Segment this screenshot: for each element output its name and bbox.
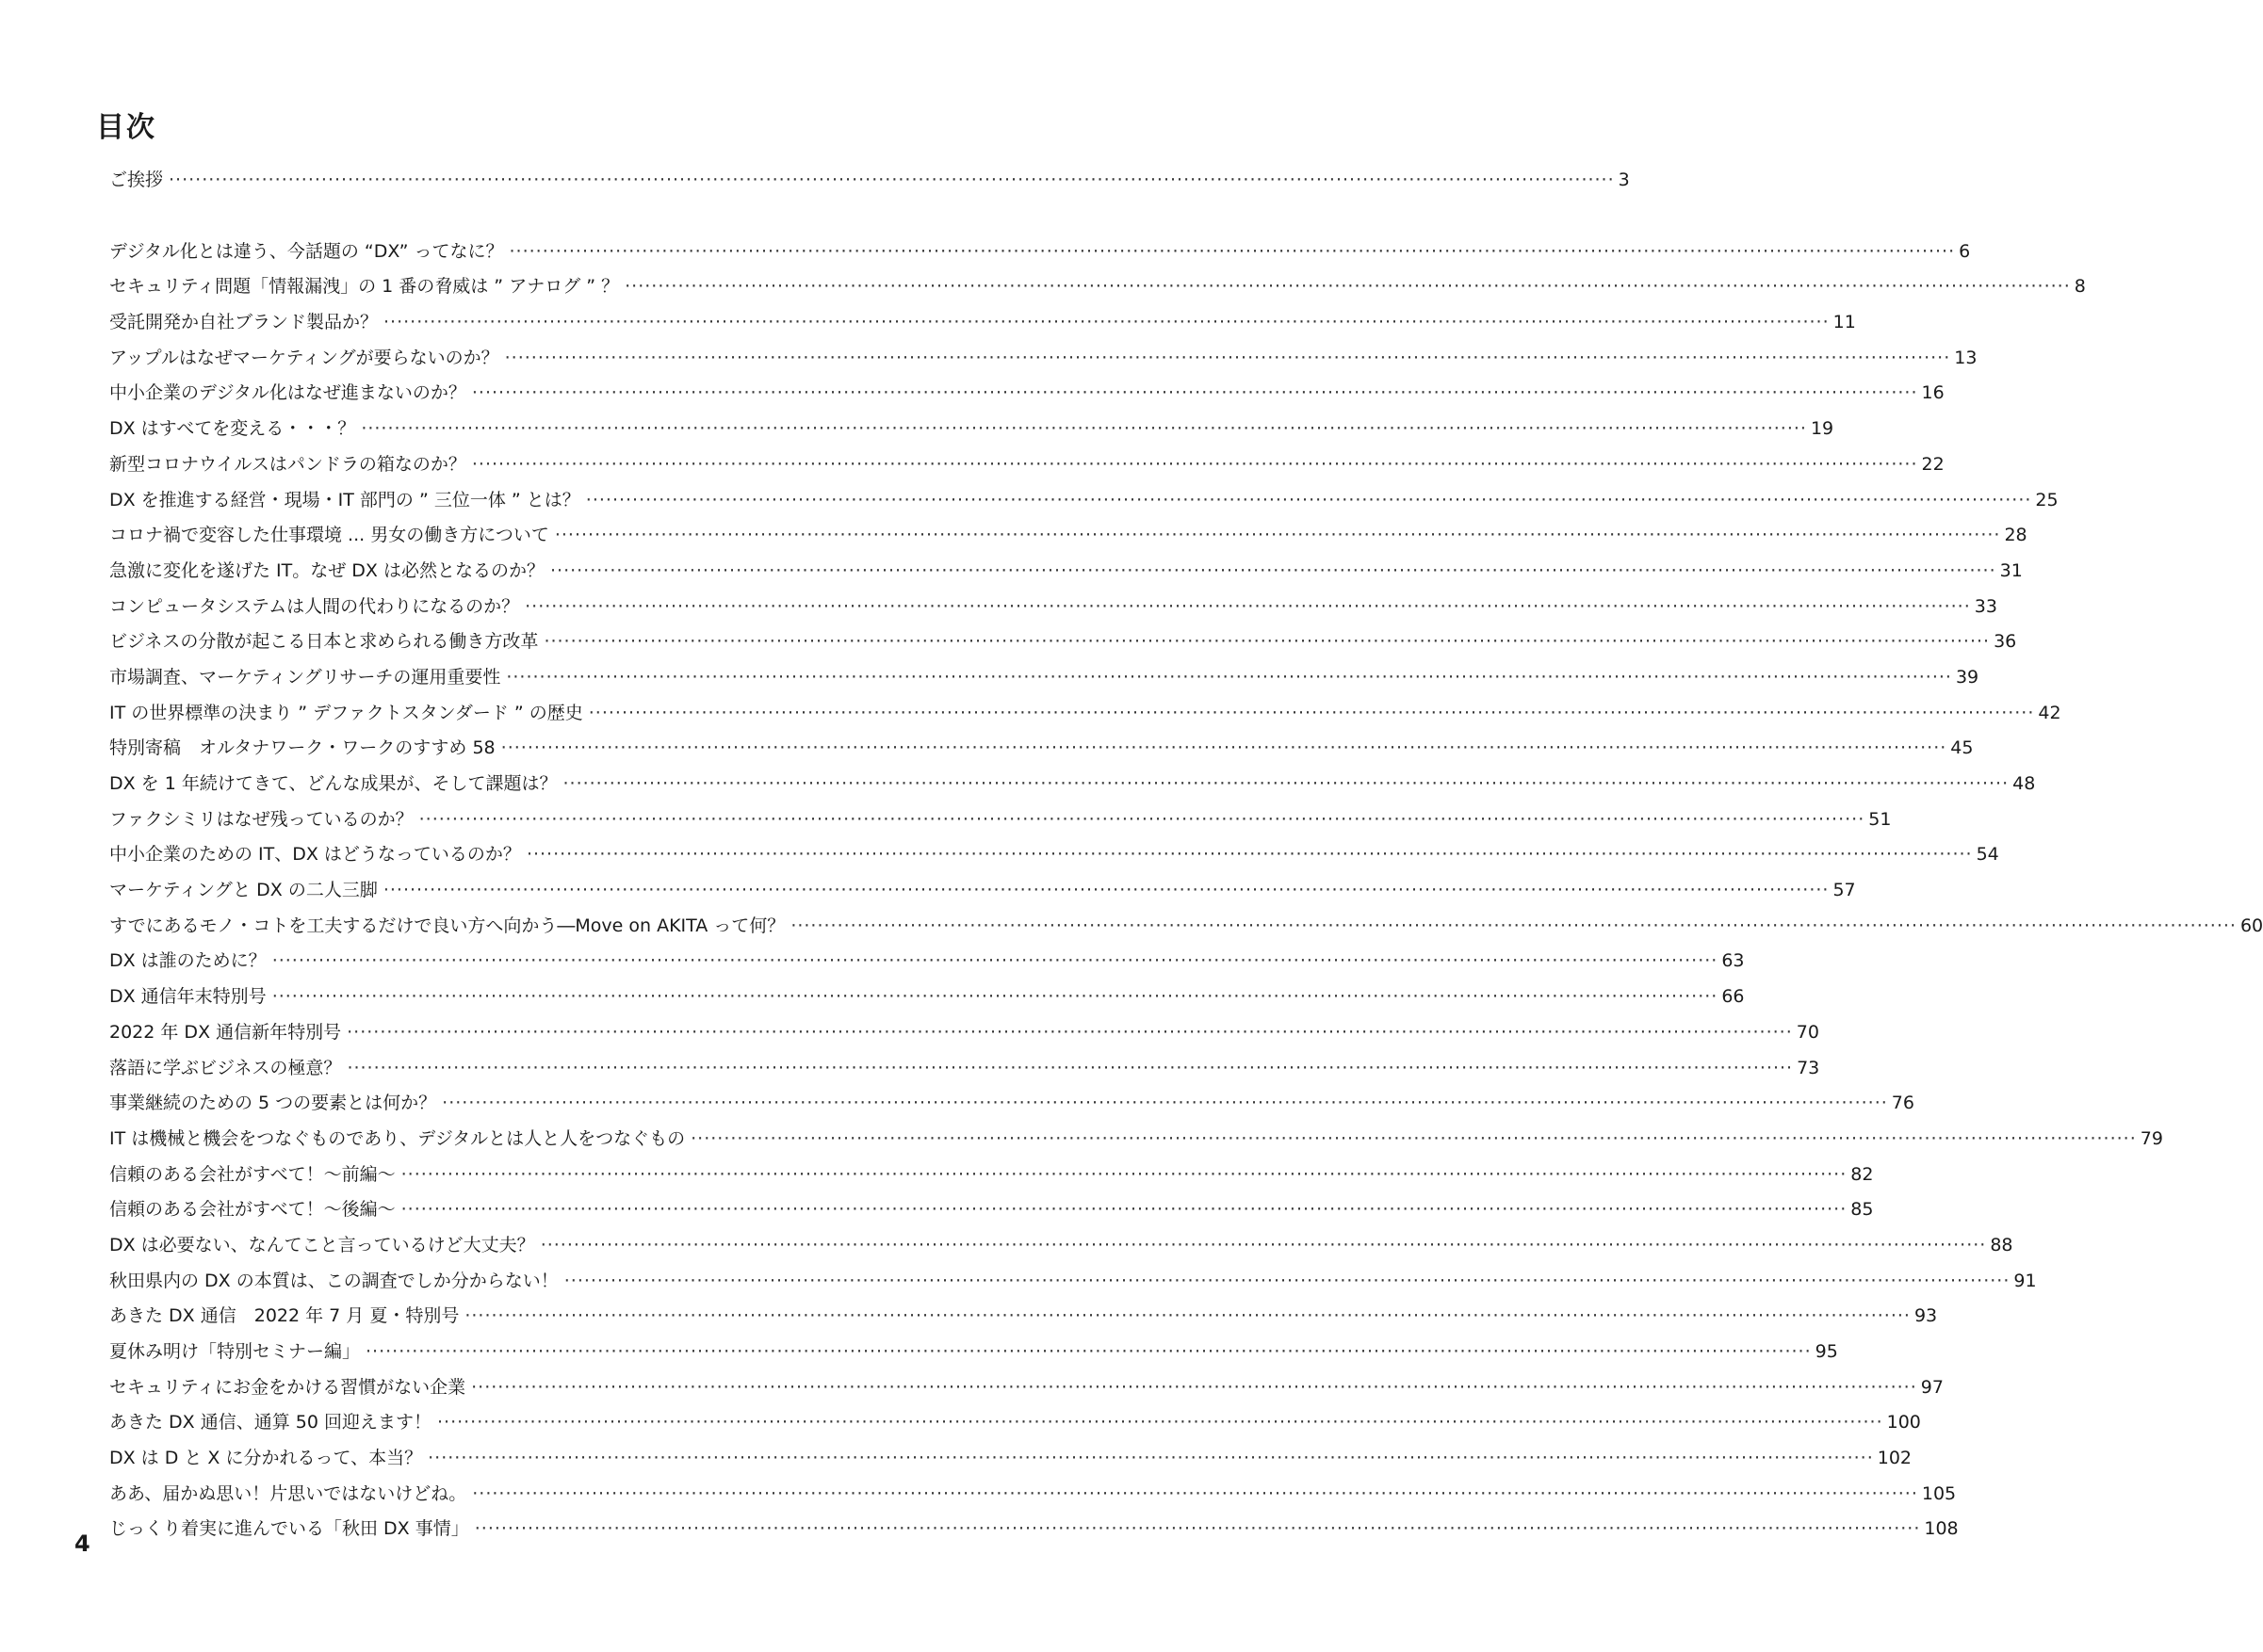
toc-entry-title: 2022 年 DX 通信新年特別号 xyxy=(109,1021,342,1043)
toc-entry-page: 36 xyxy=(1994,631,2017,653)
toc-entry-page: 45 xyxy=(1950,737,1974,759)
dot-leader xyxy=(169,163,1615,199)
toc-entry-page: 28 xyxy=(2004,525,2027,546)
toc-entry-page: 48 xyxy=(2012,773,2036,794)
toc-entry-title: デジタル化とは違う、今話題の “DX” ってなに？ xyxy=(109,240,504,262)
toc-entry-title: DX を推進する経営・現場・IT 部門の ” 三位一体 ” とは？ xyxy=(109,489,580,510)
toc-entry-page: 42 xyxy=(2038,702,2061,723)
toc-entry xyxy=(109,1228,2013,1264)
dot-leader xyxy=(347,1015,1793,1051)
dot-leader xyxy=(525,590,1971,625)
toc-entry xyxy=(109,163,1630,199)
toc-entry-page: 70 xyxy=(1796,1021,1819,1043)
dot-leader xyxy=(472,376,1918,412)
toc-entry-title: IT の世界標準の決まり ” デファクトスタンダード ” の歴史 xyxy=(109,702,583,723)
toc-entry-title: アップルはなぜマーケティングが要らないのか？ xyxy=(109,347,499,368)
toc-entry xyxy=(109,1015,1819,1051)
toc-entry-title: ファクシミリはなぜ残っているのか？ xyxy=(109,808,414,830)
toc-entry-title: DX 通信年末特別号 xyxy=(109,986,267,1008)
toc-entry xyxy=(109,1299,1938,1335)
toc-entry-title: 市場調査、マーケティングリサーチの運用重要性 xyxy=(109,666,501,688)
dot-leader xyxy=(428,1441,1874,1477)
dot-leader xyxy=(501,731,1947,767)
toc-entry-title: 事業継続のための 5 つの要素とは何か？ xyxy=(109,1093,437,1114)
toc-entry-page: 108 xyxy=(1924,1518,1959,1540)
toc-entry xyxy=(109,624,2017,660)
toc-entry xyxy=(109,305,1856,341)
dot-leader xyxy=(510,235,1956,270)
dot-leader xyxy=(544,624,1990,660)
toc-entry-page: 11 xyxy=(1832,312,1856,333)
dot-leader xyxy=(527,837,1973,873)
dot-leader xyxy=(366,1335,1812,1370)
dot-leader xyxy=(550,554,1996,590)
toc-entry xyxy=(109,1512,1959,1547)
toc-entry-page: 88 xyxy=(1990,1234,2013,1255)
toc-entry xyxy=(109,483,2059,519)
toc-entry-page: 3 xyxy=(1618,170,1630,190)
dot-leader xyxy=(464,1299,1911,1335)
toc-entry xyxy=(109,376,1945,412)
toc-entry-page: 51 xyxy=(1868,808,1892,830)
toc-entry-page: 76 xyxy=(1891,1093,1914,1114)
toc-entry-page: 102 xyxy=(1877,1448,1913,1469)
dot-leader xyxy=(475,1512,1921,1547)
toc-entry xyxy=(109,660,1979,696)
dot-leader xyxy=(691,1122,2137,1158)
toc-entry-title: DX を 1 年続けてきて、どんな成果が、そして課題は？ xyxy=(109,773,558,794)
toc-entry-title: すでにあるモノ・コトを工夫するだけで良い方へ向かう―Move on AKITA って何？ xyxy=(109,915,786,936)
dot-leader xyxy=(471,1370,1917,1406)
toc-entry-page: 19 xyxy=(1810,418,1834,440)
toc-entry-title: DX は誰のために？ xyxy=(109,950,267,972)
toc-entry xyxy=(109,837,1999,873)
toc-entry-page: 66 xyxy=(1721,986,1745,1008)
toc-entry-title: 夏休み明け「特別セミナー編」 xyxy=(109,1341,361,1362)
toc-entry-page: 60 xyxy=(2239,915,2263,936)
toc-entry-page: 79 xyxy=(2140,1127,2163,1149)
toc-entry-title: 中小企業のための IT、DX はどうなっているのか？ xyxy=(109,844,521,866)
toc-entry xyxy=(109,412,1834,447)
toc-entry xyxy=(109,554,2023,590)
page-title: 目次 xyxy=(96,111,156,144)
toc-entry xyxy=(109,1122,2163,1158)
toc-entry-title: 信頼のある会社がすべて！〜後編〜 xyxy=(109,1199,396,1221)
dot-leader xyxy=(506,660,1952,696)
toc-entry-page: 93 xyxy=(1913,1305,1938,1327)
dot-leader xyxy=(383,873,1830,909)
dot-leader xyxy=(625,269,2071,305)
dot-leader xyxy=(442,1086,1888,1122)
dot-leader xyxy=(272,944,1718,980)
toc-entry-page: 85 xyxy=(1850,1199,1874,1221)
toc-entry xyxy=(109,1441,1913,1477)
toc-entry-title: DX は D と X に分かれるって、本当？ xyxy=(109,1448,423,1469)
toc-entry-title: マーケティングと DX の二人三脚 xyxy=(109,880,378,901)
toc-entry-title: 急激に変化を遂げた IT。なぜ DX は必然となるのか？ xyxy=(109,559,545,581)
toc-entry xyxy=(109,767,2036,802)
dot-leader xyxy=(401,1192,1848,1228)
toc-entry-title: DX は必要ない、なんてこと言っているけど大丈夫？ xyxy=(109,1234,535,1255)
toc-entry-page: 63 xyxy=(1721,950,1745,972)
toc-entry xyxy=(109,696,2061,732)
toc-entry-page: 105 xyxy=(1921,1482,1957,1504)
dot-leader xyxy=(419,802,1865,838)
toc-entry xyxy=(109,1051,1820,1087)
toc-entry xyxy=(109,1335,1838,1370)
toc-entry-title: 落語に学ぶビジネスの極意？ xyxy=(109,1057,342,1078)
dot-leader xyxy=(505,341,1951,377)
toc-entry-title: ご挨拶 xyxy=(109,170,164,190)
toc-entry-title: セキュリティにお金をかける習慣がない企業 xyxy=(109,1376,466,1398)
dot-leader xyxy=(562,767,2009,802)
toc-entry xyxy=(109,873,1856,909)
dot-leader xyxy=(589,696,2035,732)
dot-leader xyxy=(401,1158,1848,1193)
dot-leader xyxy=(564,1264,2011,1300)
dot-leader xyxy=(361,412,1807,447)
toc-entry-page: 13 xyxy=(1954,347,1978,368)
page-number: 4 xyxy=(74,1531,90,1557)
dot-leader xyxy=(541,1228,1987,1264)
toc-entry-page: 57 xyxy=(1832,880,1856,901)
toc-entry-page: 97 xyxy=(1920,1376,1944,1398)
toc-entry-title: コロナ禍で変容した仕事環境 ... 男女の働き方について xyxy=(109,525,549,546)
toc-entry xyxy=(109,1264,2037,1300)
dot-leader xyxy=(586,483,2032,519)
toc-entry xyxy=(109,944,1745,980)
toc-entry-page: 8 xyxy=(2074,276,2086,298)
toc-entry-page: 54 xyxy=(1976,844,1999,866)
dot-leader xyxy=(790,909,2237,945)
toc-entry-title: あきた DX 通信 2022 年 7 月 夏・特別号 xyxy=(109,1305,460,1327)
dot-leader xyxy=(347,1051,1793,1087)
toc-entry xyxy=(109,269,2086,305)
toc-entry-page: 91 xyxy=(2013,1270,2037,1291)
toc-entry xyxy=(109,1086,1914,1122)
toc-entry-page: 31 xyxy=(1999,559,2023,581)
toc-entry xyxy=(109,590,1997,625)
toc-entry-title: DX はすべてを変える・・・？ xyxy=(109,418,356,440)
toc-entry-title: コンピュータシステムは人間の代わりになるのか？ xyxy=(109,595,520,617)
toc-entry-title: セキュリティ問題「情報漏洩」の 1 番の脅威は ” アナログ ” ？ xyxy=(109,276,620,298)
toc-entry-page: 25 xyxy=(2035,489,2059,510)
toc-entry-title: 中小企業のデジタル化はなぜ進まないのか？ xyxy=(109,382,466,404)
toc-entry xyxy=(109,447,1945,483)
toc-entry xyxy=(109,980,1745,1015)
toc-entry xyxy=(109,909,2263,945)
dot-leader xyxy=(472,447,1918,483)
toc-entry xyxy=(109,731,1974,767)
toc-entry xyxy=(109,1370,1944,1406)
toc-list xyxy=(109,163,2263,1547)
toc-entry-page: 6 xyxy=(1959,240,1971,262)
dot-leader xyxy=(383,305,1830,341)
toc-entry-page: 100 xyxy=(1886,1412,1921,1433)
toc-entry xyxy=(109,518,2027,554)
toc-entry xyxy=(109,341,1978,377)
toc-entry-page: 95 xyxy=(1815,1341,1838,1362)
toc-entry xyxy=(109,1158,1874,1193)
toc-entry-title: 新型コロナウイルスはパンドラの箱なのか？ xyxy=(109,453,466,475)
toc-entry-page: 22 xyxy=(1921,453,1945,475)
toc-entry xyxy=(109,802,1892,838)
toc-entry-title: 信頼のある会社がすべて！〜前編〜 xyxy=(109,1163,396,1185)
toc-entry-title: 受託開発か自社ブランド製品か？ xyxy=(109,312,379,333)
toc-entry-page: 73 xyxy=(1797,1057,1820,1078)
toc-entry-title: 特別寄稿 オルタナワーク・ワークのすすめ 58 xyxy=(109,737,496,759)
toc-entry-title: あきた DX 通信、通算 50 回迎えます！ xyxy=(109,1412,431,1433)
toc-entry-title: IT は機械と機会をつなぐものであり、デジタルとは人と人をつなぐもの xyxy=(109,1127,686,1149)
toc-entry xyxy=(109,1192,1874,1228)
toc-entry-title: 秋田県内の DX の本質は、この調査でしか分からない！ xyxy=(109,1270,559,1291)
toc-entry-page: 82 xyxy=(1850,1163,1874,1185)
toc-entry xyxy=(109,235,1971,270)
toc-entry-title: ああ、届かぬ思い！片思いではないけどね。 xyxy=(109,1482,467,1504)
toc-entry xyxy=(109,1477,1957,1513)
toc-entry xyxy=(109,1405,1921,1441)
toc-entry-page: 16 xyxy=(1921,382,1945,404)
toc-entry-page: 39 xyxy=(1955,666,1979,688)
toc-entry-page: 33 xyxy=(1974,595,1997,617)
dot-leader xyxy=(472,1477,1918,1513)
dot-leader xyxy=(272,980,1718,1015)
dot-leader xyxy=(555,518,2001,554)
toc-entry-title: ビジネスの分散が起こる日本と求められる働き方改革 xyxy=(109,631,539,653)
dot-leader xyxy=(437,1405,1883,1441)
toc-entry-title: じっくり着実に進んでいる「秋田 DX 事情」 xyxy=(109,1518,469,1540)
